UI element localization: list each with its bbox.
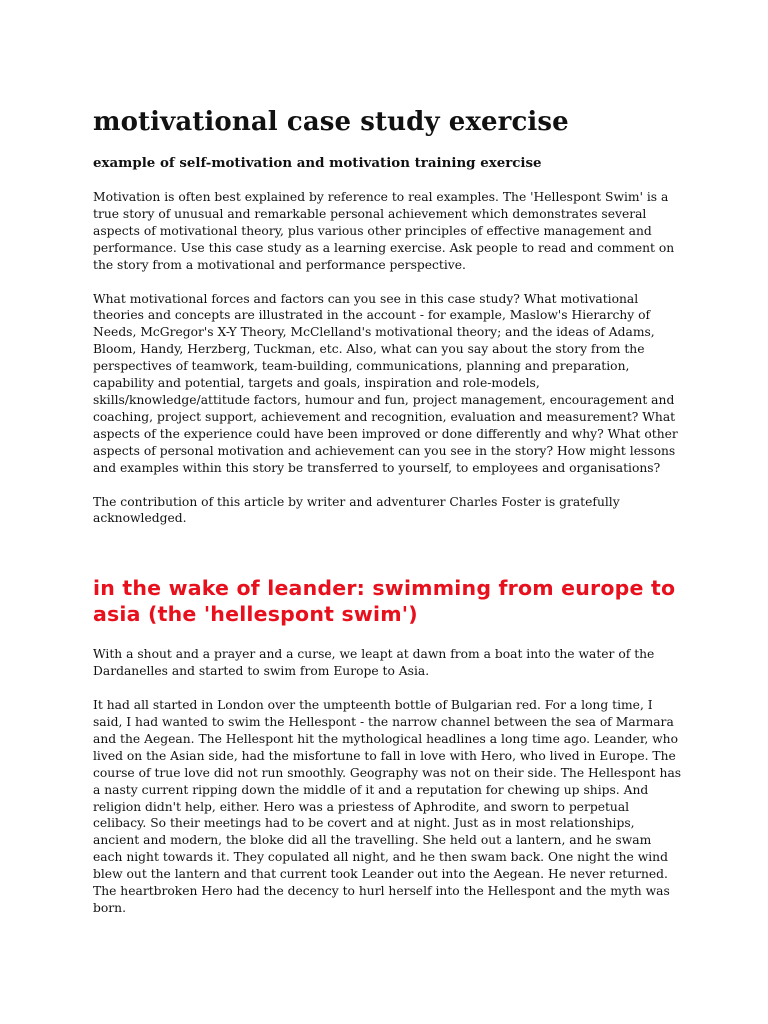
article <box>93 104 683 917</box>
story-paragraph: With a shout and a prayer and a curse, we leapt at dawn from a boat into the water of the Dardanelles and started to swim from Europe to Asia. <box>93 647 655 679</box>
acknowledgement-paragraph: The contribution of this article by writer and adventurer Charles Foster is gratefully acknowledged. <box>93 494 620 526</box>
section-heading: in the wake of leander: swimming from europe to asia (the 'hellespont swim') <box>93 576 676 627</box>
page-subtitle: example of self-motivation and motivation training exercise <box>93 155 542 171</box>
story-paragraph: It had all started in London over the umpteenth bottle of Bulgarian red. For a long time, I said, I had wanted to swim the Hellespont - the narrow channel between the sea of Marmara and the Aegean. The Hellespont hit the mythological headlines a long time ago. Leander, who lived on the Asian side, had the misfortune to fall in love with Hero, who lived in Europe. The course of true love did not run smoothly. Geography was not on their side. The Hellespont has a nasty current ripping down the middle of it and a reputation for chewing up ships. And religion didn't help, either. Hero was a priestess of Aphrodite, and sworn to perpetual celibacy. So their meetings had to be covert and at night. Just as in most relationships, ancient and modern, the bloke did all the travelling. She held out a lantern, and he swam each night towards it. They copulated all night, and he then swam back. One night the wind blew out the lantern and that current took Leander out into the Aegean. He never returned. The heartbroken Hero had the decency to hurl herself into the Hellespont and the myth was born. <box>93 698 682 915</box>
intro-paragraph: Motivation is often best explained by reference to real examples. The 'Hellespont Swim' is a true story of unusual and remarkable personal achievement which demonstrates several aspects of motivational theory, plus various other principles of effective management and performance. Use this case study as a learning exercise. Ask people to read and comment on the story from a motivational and performance perspective. <box>93 190 675 272</box>
questions-paragraph: What motivational forces and factors can you see in this case study? What motivational theories and concepts are illustrated in the account - for example, Maslow's Hierarchy of Needs, McGregor's X-Y Theory, McClelland's motivational theory; and the ideas of Adams, Bloom, Handy, Herzberg, Tuckman, etc. Also, what can you say about the story from the perspectives of teamwork, team-building, communications, planning and preparation, capability and potential, targets and goals, inspiration and role-models, skills/knowledge/attitude factors, humour and fun, project management, encouragement and coaching, project support, achievement and recognition, evaluation and measurement? What aspects of the experience could have been improved or done differently and why? What other aspects of personal motivation and achievement can you see in the story? How might lessons and examples within this story be transferred to yourself, to employees and organisations? <box>93 291 678 475</box>
page-title: motivational case study exercise <box>93 107 569 137</box>
